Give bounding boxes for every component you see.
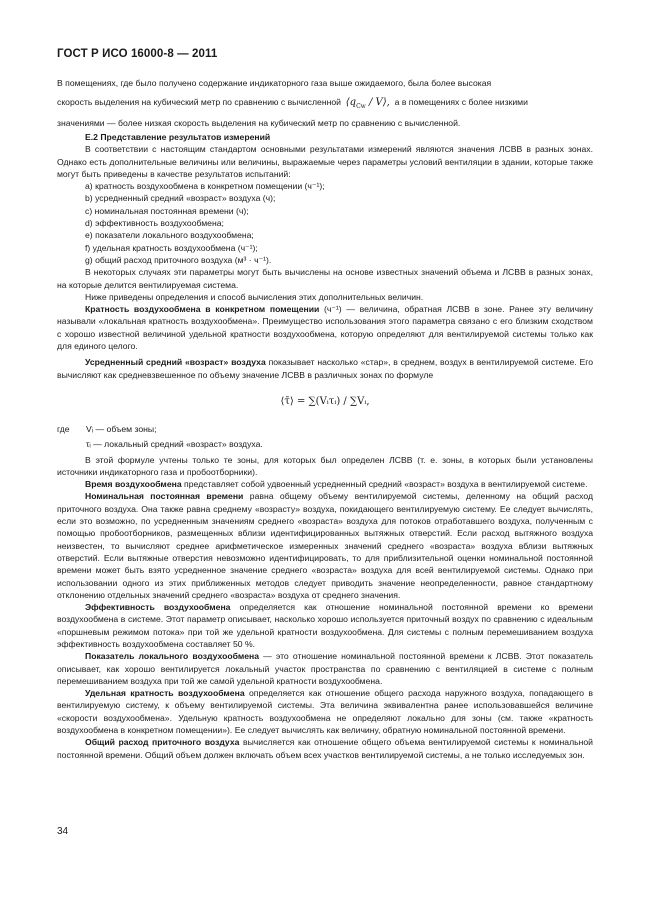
intro-formula [346,97,390,108]
intro-line-2b: а в помещениях с более низкими [394,97,528,107]
text-mean-age: показывает насколько «стар», в среднем, воздух в вентилируемой системе. Его вычисляют как средневзвешенное по объему значение ЛСВВ в различных зонах по формуле [57,357,593,380]
intro-line-1: В помещениях, где было получено содержание индикаторного газа выше ожидаемого, была более высокая [57,78,492,88]
list-item-g: g) общий расход приточного воздуха (м³ · ч⁻¹). [85,254,272,265]
list-item-d: d) эффективность воздухообмена; [85,218,224,229]
term-nominal-time-constant: Номинальная постоянная времени [85,491,244,502]
paragraph-air-exchange-efficiency [57,601,593,650]
intro-block [57,74,593,130]
term-total-supply: Общий расход приточного воздуха [85,737,240,748]
paragraph-1: В соответствии с настоящим стандартом основными результатами измерений являются значения ЛСВВ в разных зонах. Однако есть дополнительные величины или величины, выражаемые через параметры условий вентиляции в здании, которые также могут быть приведены в качестве результатов испытаний: [57,144,593,179]
intro-line-2 [57,93,593,116]
text-specific-air-change: определяется как отношение общего расхода наружного воздуха, попадающего в вентилируемую систему, к объему вентилируемой системы. Эта величина эквивалентна ранее использовавшейся величине «скорости воздухообмена». Удельную кратность воздухообмена не определяют локально для зоны (см. также «кратность воздухообмена в конкретном помещении»). Ее следует вычислять как величину, обратную номинальной постоянной времени. [57,688,593,736]
where-line-1 [57,423,593,435]
paragraph-total-supply [57,736,593,761]
page-number: 34 [57,826,69,837]
paragraph-zones-note: В этой формуле учтены только те зоны, для которых был определен ЛСВВ (т. е. зоны, в которых были установлены источники индикаторного газа и пробоотборники). [57,454,593,477]
text-local-air-exchange: — это отношение номинальной постоянной времени к ЛСВВ. Этот показатель описывает, как хорошо вентилируется локальный участок пространства по сравнению с вентиляцией в системе с полным перемешиванием воздуха при той же самой удельной кратности воздухообмена. [57,651,593,686]
where-label: где [57,423,70,434]
text-air-exchange-time: представляет собой удвоенный усредненный средний «возраст» воздуха в вентилируемой системе. [181,479,588,490]
term-air-exchange-efficiency: Эффективность воздухообмена [85,602,231,613]
where-line-2 [57,438,593,450]
section-title: Е.2 Представление результатов измерений [85,132,271,142]
document-body [57,74,593,761]
intro-formula-sub: Cw [356,103,366,110]
intro-line-3: значениями — более низкая скорость выделения на кубический метр по сравнению с вычисленной. [57,118,461,128]
list-item-a: a) кратность воздухообмена в конкретном помещении (ч⁻¹); [85,181,325,192]
term-mean-age: Усредненный средний «возраст» воздуха [85,357,266,368]
list-item-f: f) удельная кратность воздухообмена (ч⁻¹); [85,242,258,253]
paragraph-2: В некоторых случаях эти параметры могут быть вычислены на основе известных значений объема и ЛСВВ в разных зонах, на которые делится вентилируемая система. [57,267,593,290]
text-air-change-room: (ч⁻¹) — величина, обратная ЛСВВ в зоне. Ранее эту величину называли «локальная кратность воздухообмена». Преимущество использования этого параметра связано с его близким сходством с хорошо известной величиной удельной кратности воздухообмена, которую определяют для вентилируемой системы только как для единого целого. [57,304,593,352]
where-volume: Vᵢ — объем зоны; [86,423,157,434]
formula-mean-age: ⟨τ̄⟩ = ∑(Vᵢτᵢ) / ∑Vᵢ, [280,395,370,407]
paragraph-nominal-time-constant [57,490,593,601]
intro-formula-close: / V⟩, [365,97,390,108]
term-local-air-exchange: Показатель локального воздухообмена [85,651,260,662]
paragraph-air-change-room [57,303,593,352]
paragraph-mean-age [57,356,593,381]
paragraph-local-air-exchange [57,650,593,687]
where-age: τᵢ — локальный средний «возраст» воздуха. [86,439,263,450]
paragraph-3: Ниже приведены определения и способ вычисления этих дополнительных величин. [85,291,424,302]
paragraph-specific-air-change [57,687,593,736]
text-nominal-time-constant: равна общему объему вентилируемой системы, деленному на общий расход приточного воздуха. Она также равна среднему «возрасту» воздуха, покидающего вентилируемую систему. Ее следует вычислять, если это возможно, по усредненным значениям среднего «возраста» воздуха для потоков отработавшего воздуха, полученным с помощью пробоотборников, размещенных вблизи идентифицированных вытяжных отверстий. Если расход вытяжного воздуха неизвестен, то вычисляют среднее арифметическое измеренных значений среднего «возраста» воздуха вблизи вытяжных отверстий. Если вытяжные отверстия невозможно идентифицировать, то для приблизительной оценки номинальной постоянной времени может быть взято усредненное значение среднего «возраста» воздуха для всей вентилируемой системы. Однако при использовании одного из этих приближенных методов следует приводить значение неопределенности, равное стандартному отклонению отдельных значений среднего «возраста» воздуха от среднего значения. [57,491,594,600]
list-item-b: b) усредненный средний «возраст» воздуха (ч); [85,193,276,204]
intro-formula-open: ⟨q [345,97,357,108]
list-item-c: c) номинальная постоянная времени (ч); [85,205,249,216]
term-specific-air-change: Удельная кратность воздухообмена [85,688,245,699]
term-air-exchange-time: Время воздухообмена [85,479,182,490]
document-header: ГОСТ Р ИСО 16000-8 — 2011 [57,48,218,60]
term-air-change-room: Кратность воздухообмена в конкретном помещении [85,304,320,315]
text-air-exchange-efficiency: определяется как отношение номинальной постоянной времени ко времени воздухообмена в системе. Этот параметр описывает, насколько хорошо используется приточный воздух по сравнению с идеальным «поршневым режимом потока» при той же удельной кратности воздухообмена. Для системы с полным перемешиванием воздуха эффективность воздухообмена составляет 50 %. [57,602,593,649]
list-item-e: e) показатели локального воздухообмена; [85,230,254,241]
paragraph-air-exchange-time [57,478,593,490]
intro-line-2a: скорость выделения на кубический метр по сравнению с вычисленной [57,97,341,107]
text-total-supply: вычисляется как отношение общего объема вентилируемой системы к номинальной постоянной времени. Общий объем должен включать объем всех участков вентилируемой системы, а не только исследуемых зон. [57,737,593,760]
